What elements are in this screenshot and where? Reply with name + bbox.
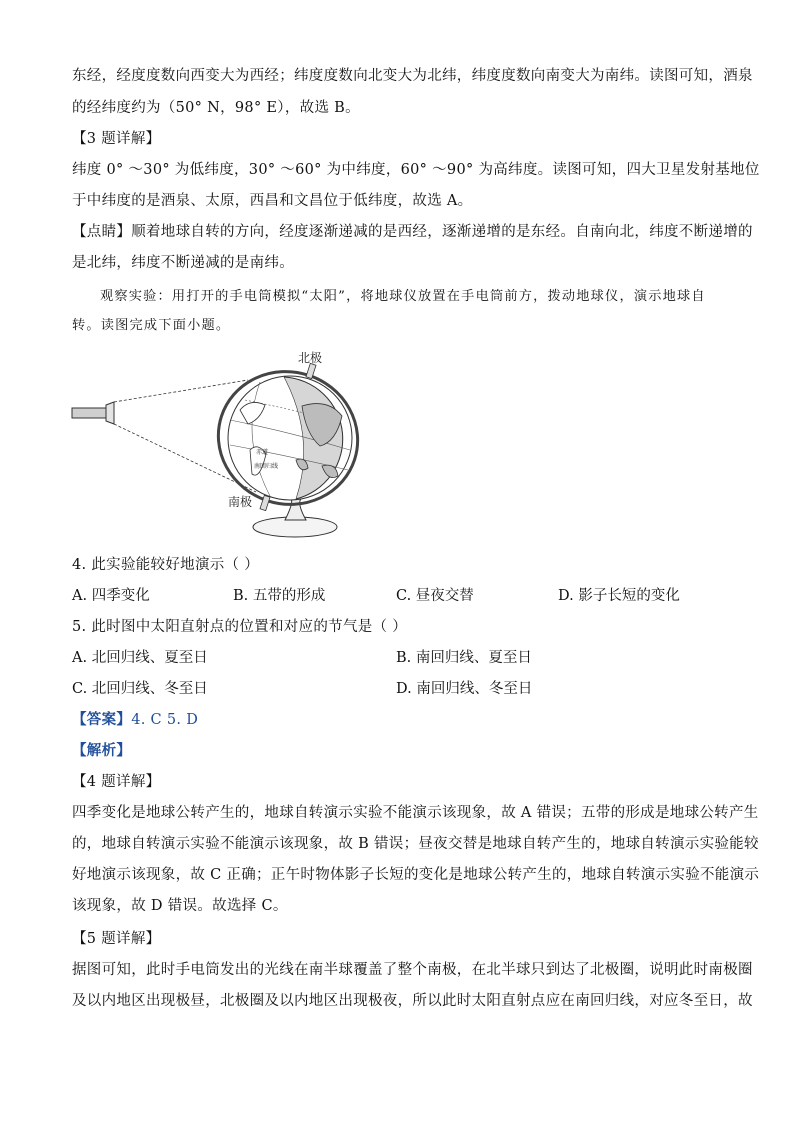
section-heading: 【3 题详解】	[72, 131, 161, 147]
q5-option-d: D. 南回归线、冬至日	[396, 681, 533, 697]
answer-label: 【答案】	[72, 711, 132, 728]
paragraph-line: 东经，经度度数向西变大为西经；纬度度数向北变大为北纬，纬度度数向南变大为南纬。读图可知，酒泉	[72, 68, 753, 84]
experiment-intro: 观察实验：用打开的手电筒模拟“太阳”，将地球仪放置在手电筒前方，拨动地球仪，演示地球自	[100, 289, 706, 304]
paragraph-line: 的，地球自转演示实验不能演示该现象，故 B 错误；昼夜交替是地球自转产生的，地球自转演示实验能较	[72, 836, 759, 852]
q5-option-a: A. 北回归线、夏至日	[72, 650, 208, 666]
experiment-intro: 转。读图完成下面小题。	[72, 318, 231, 333]
paragraph-line: 的经纬度约为（50° N，98° E），故选 B。	[72, 100, 360, 116]
q5-option-c: C. 北回归线、冬至日	[72, 681, 208, 697]
section-heading: 【4 题详解】	[72, 774, 161, 790]
paragraph-line: 纬度 0° ～30° 为低纬度，30° ～60° 为中纬度，60° ～90° 为高纬度。读图可知，四大卫星发射基地位	[72, 162, 760, 178]
map-label-equator: 赤道	[256, 449, 269, 456]
paragraph-line: 好地演示该现象，故 C 正确；正午时物体影子长短的变化是地球公转产生的，地球自转演示实验不能演示	[72, 867, 760, 883]
paragraph-line: 据图可知，此时手电筒发出的光线在南半球覆盖了整个南极，在北半球只到达了北极圈，说明此时南极圈	[72, 962, 753, 978]
globe	[201, 354, 370, 523]
q5-option-b: B. 南回归线、夏至日	[396, 650, 532, 666]
paragraph-line: 该现象，故 D 错误。故选择 C。	[72, 898, 288, 914]
paragraph-line: 于中纬度的是酒泉、太原，西昌和文昌位于低纬度，故选 A。	[72, 193, 473, 209]
q4-option-d: D. 影子长短的变化	[558, 588, 680, 604]
light-beam-top	[114, 380, 248, 402]
q4-option-b: B. 五带的形成	[233, 588, 326, 604]
analysis-label: 【解析】	[72, 742, 132, 759]
paragraph-line: 四季变化是地球公转产生的，地球自转演示实验不能演示该现象，故 A 错误；五带的形成是地球公转产生	[72, 805, 759, 821]
map-label-tropic: 南回归线	[254, 463, 279, 470]
q4-option-c: C. 昼夜交替	[396, 588, 474, 604]
paragraph-line: 及以内地区出现极昼，北极圈及以内地区出现极夜，所以此时太阳直射点应在南回归线，对应冬至日，故	[72, 993, 753, 1009]
tip-line: 【点睛】顺着地球自转的方向，经度逐渐递减的是西经，逐渐递增的是东经。自南向北，纬度不断递增的	[72, 224, 753, 240]
q4-option-a: A. 四季变化	[72, 588, 150, 604]
question-4-stem: 4. 此实验能较好地演示（ ）	[72, 557, 260, 573]
globe-flashlight-figure	[70, 350, 370, 545]
tip-line: 是北纬，纬度不断递减的是南纬。	[72, 255, 294, 271]
north-pole-label: 北极	[298, 351, 323, 365]
answer-line	[72, 710, 198, 730]
answer-text: 4. C 5. D	[131, 712, 199, 728]
south-pole-label: 南极	[228, 495, 253, 509]
section-heading: 【5 题详解】	[72, 931, 161, 947]
flashlight-icon	[72, 402, 114, 424]
question-5-stem: 5. 此时图中太阳直射点的位置和对应的节气是（ ）	[72, 619, 408, 635]
